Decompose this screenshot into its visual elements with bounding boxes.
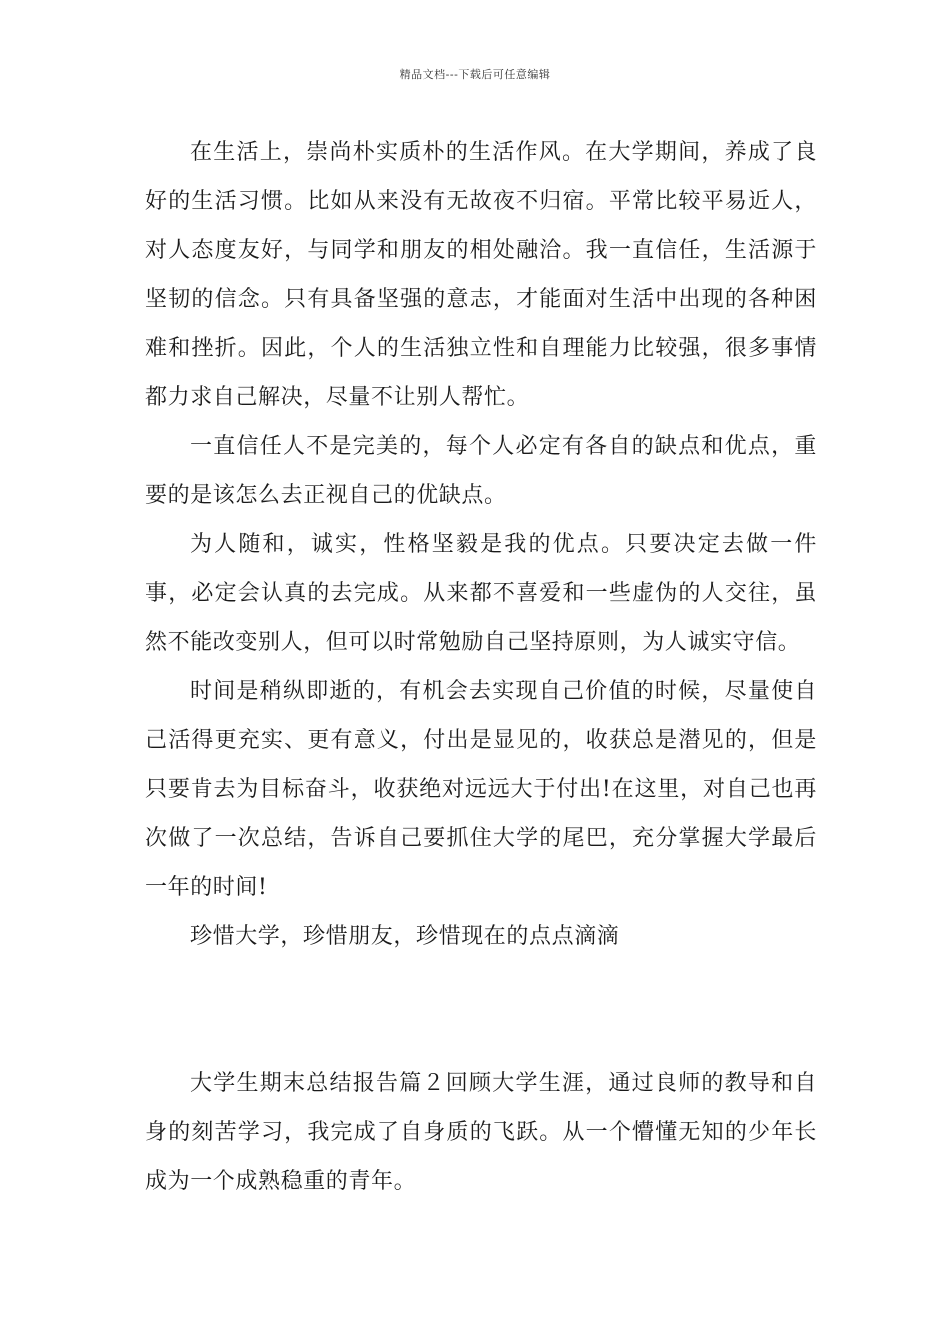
paragraph-lifestyle: 在生活上，崇尚朴实质朴的生活作风。在大学期间，养成了良好的生活习惯。比如从来没有无故夜不归宿。平常比较平易近人，对人态度友好，与同学和朋友的相处融洽。我一直信任，生活源于坚韧的信念。只有具备坚强的意志，才能面对生活中出现的各种困难和挫折。因此，个人的生活独立性和自理能力比较强，很多事情都力求自己解决，尽量不让别人帮忙。 [145,140,817,410]
page-header: 精品文档---下载后可任意编辑 [399,68,551,81]
paragraph-cherish: 珍惜大学，珍惜朋友，珍惜现在的点点滴滴 [190,924,620,949]
document-body [145,128,817,1206]
paragraph-personality: 为人随和，诚实，性格坚毅是我的优点。只要决定去做一件事，必定会认真的去完成。从来都不喜爱和一些虚伪的人交往，虽然不能改变别人，但可以时常勉励自己坚持原则，为人诚实守信。 [145,532,817,655]
paragraph-report-2: 大学生期末总结报告篇２回顾大学生涯，通过良师的教导和自身的刻苦学习，我完成了自身质的飞跃。从一个懵懂无知的少年长成为一个成熟稳重的青年。 [145,1071,817,1194]
paragraph-strengths-weaknesses: 一直信任人不是完美的，每个人必定有各自的缺点和优点，重要的是该怎么去正视自己的优缺点。 [145,434,817,508]
section-gap [145,961,817,1059]
paragraph-time: 时间是稍纵即逝的，有机会去实现自己价值的时候，尽量使自己活得更充实、更有意义，付出是显见的，收获总是潜见的，但是只要肯去为目标奋斗，收获绝对远远大于付出!在这里，对自己也再次做了一次总结，告诉自己要抓住大学的尾巴，充分掌握大学最后一年的时间! [145,679,817,900]
